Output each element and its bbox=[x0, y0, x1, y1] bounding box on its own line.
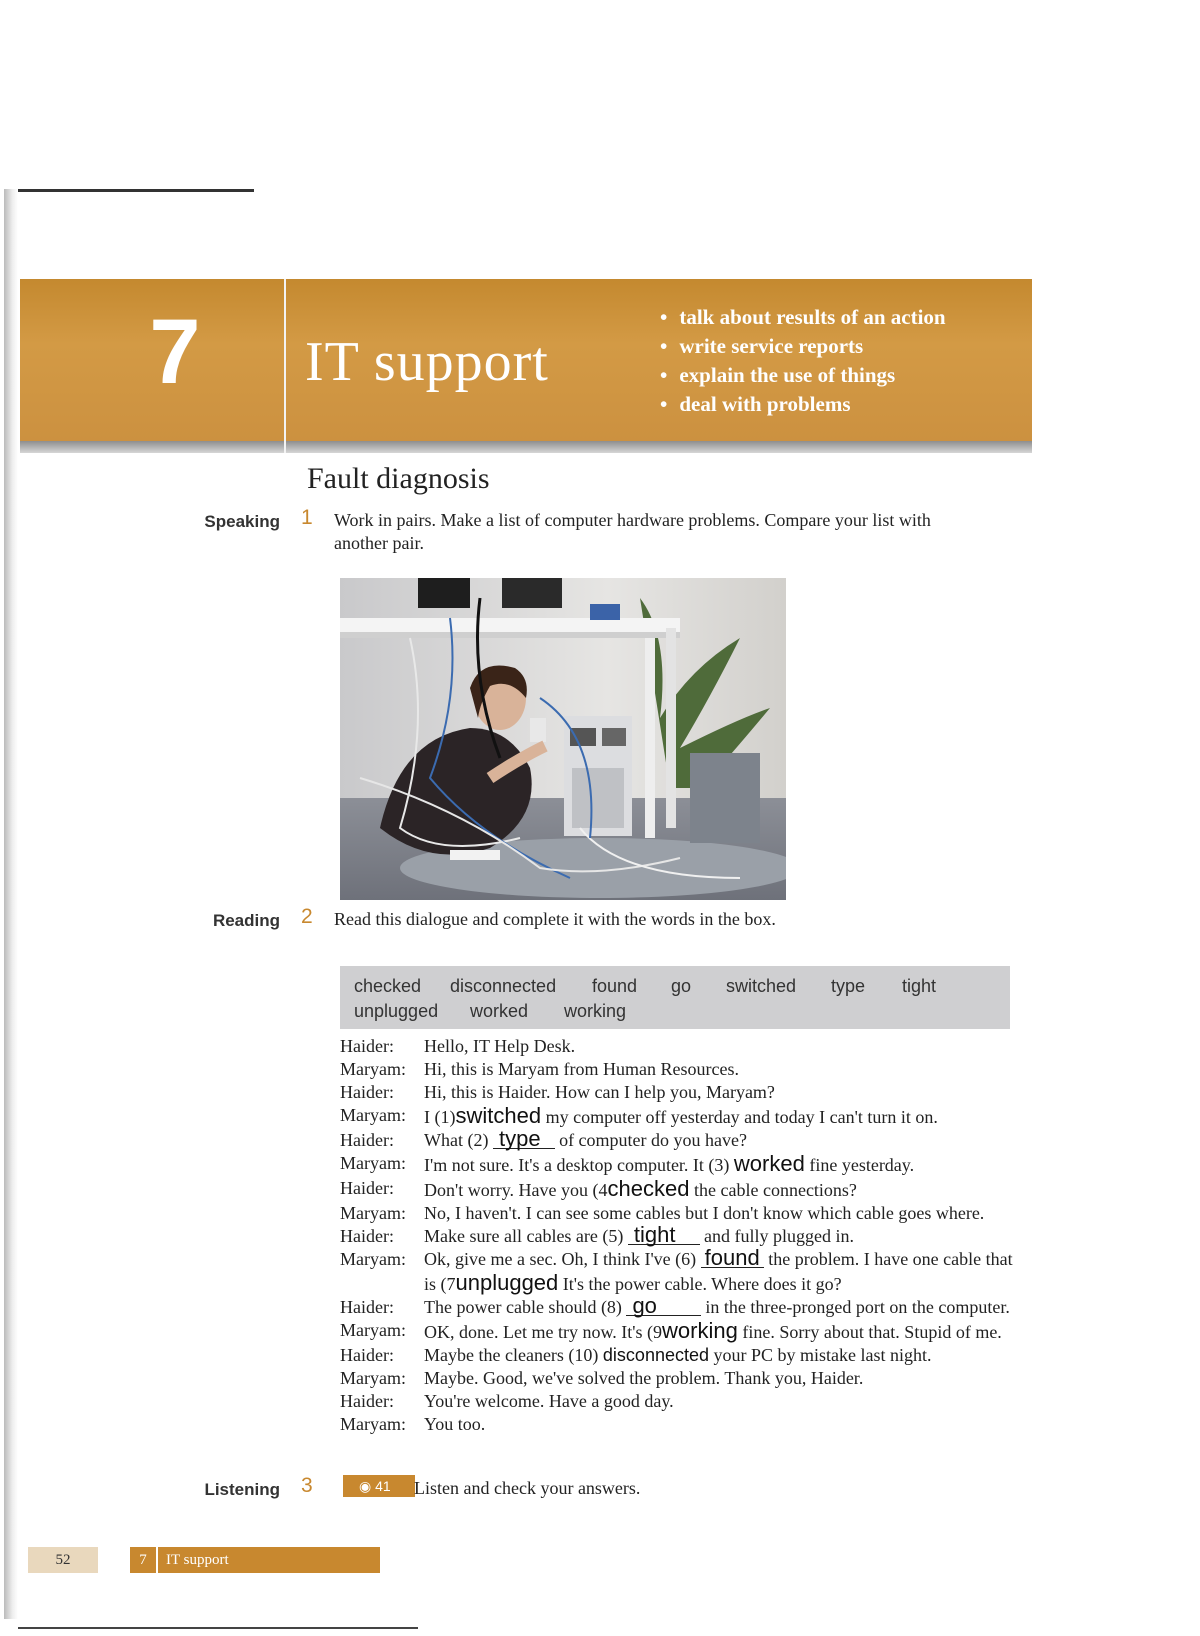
word-box-item: checked bbox=[354, 976, 422, 996]
speaker-name: Maryam: bbox=[340, 1059, 406, 1079]
dialogue-text: fine. Sorry about that. Stupid of me. bbox=[737, 1322, 1002, 1342]
speaker-name: Haider: bbox=[340, 1130, 394, 1150]
dialogue-text: Maybe. Good, we've solved the problem. Thank you, Haider. bbox=[424, 1368, 864, 1388]
section-title: Fault diagnosis bbox=[307, 462, 490, 495]
dialogue-text: your PC by mistake last night. bbox=[709, 1345, 932, 1365]
dialogue-line bbox=[340, 1126, 1020, 1152]
dialogue-line bbox=[340, 1058, 1020, 1081]
dialogue-text: Ok, give me a sec. Oh, I think I've (6) bbox=[424, 1249, 701, 1269]
dialogue bbox=[340, 1035, 1020, 1436]
listening-label: Listening bbox=[204, 1480, 280, 1499]
dialogue-text: The power cable should (8) bbox=[424, 1297, 627, 1317]
dialogue-text: OK, done. Let me try now. It's (9 bbox=[424, 1322, 663, 1342]
speaker-name: Maryam: bbox=[340, 1414, 406, 1434]
word-box-item: disconnected bbox=[450, 976, 557, 996]
answer-9[interactable]: working bbox=[662, 1318, 738, 1343]
dialogue-text: Hi, this is Maryam from Human Resources. bbox=[424, 1059, 739, 1079]
answer-4[interactable]: checked bbox=[607, 1176, 690, 1201]
dialogue-line bbox=[340, 1367, 1020, 1390]
dialogue-text: fine yesterday. bbox=[804, 1155, 915, 1175]
unit-title: IT support bbox=[305, 331, 549, 393]
word-box-item: working bbox=[564, 1001, 627, 1021]
speaker-name: Maryam: bbox=[340, 1203, 406, 1223]
audio-track-badge[interactable] bbox=[343, 1475, 415, 1497]
dialogue-text: Maybe the cleaners (10) bbox=[424, 1345, 603, 1365]
speaker-name: Maryam: bbox=[340, 1153, 406, 1173]
banner-divider bbox=[284, 279, 286, 453]
dialogue-line bbox=[340, 1081, 1020, 1104]
speaker-name: Haider: bbox=[340, 1178, 394, 1198]
dialogue-text: No, I haven't. I can see some cables but I don't know which cable goes where. bbox=[424, 1203, 985, 1223]
dialogue-line bbox=[340, 1104, 1020, 1129]
speaking-label: Speaking bbox=[204, 512, 280, 531]
dialogue-text: my computer off yesterday and today I can't turn it on. bbox=[541, 1107, 938, 1127]
dialogue-text: the cable connections? bbox=[689, 1180, 857, 1200]
answer-10[interactable]: disconnected bbox=[602, 1345, 709, 1365]
footer-unit-number: 7 bbox=[130, 1547, 158, 1573]
dialogue-text: It's the power cable. Where does it go? bbox=[558, 1274, 842, 1294]
objective-item: • deal with problems bbox=[660, 390, 946, 419]
exercise-number: 2 bbox=[301, 905, 313, 928]
exercise-number: 3 bbox=[301, 1474, 313, 1497]
footer-unit-name: IT support bbox=[166, 1552, 229, 1568]
word-box-item: found bbox=[592, 976, 638, 996]
cd-icon: ◉ bbox=[359, 1478, 372, 1494]
unit-objectives bbox=[660, 303, 946, 419]
dialogue-text: Hello, IT Help Desk. bbox=[424, 1036, 576, 1056]
dialogue-text: of computer do you have? bbox=[554, 1130, 747, 1150]
track-number: 41 bbox=[375, 1478, 391, 1494]
photo-woman-under-desk bbox=[340, 578, 786, 900]
speaker-name: Maryam: bbox=[340, 1249, 406, 1269]
dialogue-text: Hi, this is Haider. How can I help you, Maryam? bbox=[424, 1082, 775, 1102]
dialogue-text: Make sure all cables are (5) bbox=[424, 1226, 628, 1246]
speaker-name: Haider: bbox=[340, 1391, 394, 1411]
answer-2[interactable]: type bbox=[493, 1129, 555, 1149]
dialogue-text: I (1) bbox=[424, 1107, 456, 1127]
unit-number: 7 bbox=[149, 301, 201, 403]
book-spine-shadow bbox=[4, 189, 18, 1619]
banner-rule bbox=[20, 441, 1032, 453]
reading-label: Reading bbox=[212, 911, 280, 930]
answer-6[interactable]: found bbox=[701, 1248, 764, 1268]
dialogue-text: and fully plugged in. bbox=[699, 1226, 854, 1246]
speaking-instruction: Work in pairs. Make a list of computer hardware problems. Compare your list with another pair. bbox=[334, 510, 931, 553]
dialogue-line bbox=[340, 1222, 1020, 1248]
dialogue-line bbox=[340, 1202, 1020, 1225]
objective-item: • talk about results of an action bbox=[660, 303, 946, 332]
speaker-name: Haider: bbox=[340, 1036, 394, 1056]
speaker-name: Maryam: bbox=[340, 1368, 406, 1388]
dialogue-text: Don't worry. Have you (4 bbox=[424, 1180, 608, 1200]
footer-unit-bar bbox=[130, 1547, 380, 1573]
exercise-number: 1 bbox=[301, 506, 313, 529]
speaker-name: Maryam: bbox=[340, 1105, 406, 1125]
speaker-name: Haider: bbox=[340, 1226, 394, 1246]
answer-8[interactable]: go bbox=[626, 1296, 700, 1316]
dialogue-line bbox=[340, 1390, 1020, 1413]
dialogue-text: You too. bbox=[424, 1414, 486, 1434]
dialogue-text: You're welcome. Have a good day. bbox=[424, 1391, 674, 1411]
answer-3[interactable]: worked bbox=[733, 1151, 805, 1176]
word-box-item: type bbox=[831, 976, 866, 996]
word-box-item: tight bbox=[902, 976, 937, 996]
speaker-name: Haider: bbox=[340, 1082, 394, 1102]
word-box-item: unplugged bbox=[354, 1001, 439, 1021]
dialogue-line bbox=[340, 1319, 1020, 1344]
dialogue-line bbox=[340, 1245, 1020, 1296]
word-box bbox=[340, 966, 1010, 1029]
dialogue-line bbox=[340, 1293, 1020, 1319]
reading-instruction: Read this dialogue and complete it with the words in the box. bbox=[334, 909, 776, 929]
listening-instruction: Listen and check your answers. bbox=[414, 1478, 641, 1498]
dialogue-text: What (2) bbox=[424, 1130, 493, 1150]
answer-7[interactable]: unplugged bbox=[455, 1270, 559, 1295]
speaker-name: Maryam: bbox=[340, 1320, 406, 1340]
objective-item: • write service reports bbox=[660, 332, 946, 361]
dialogue-line bbox=[340, 1413, 1020, 1436]
dialogue-text: the problem. I have one cable that is (7 bbox=[424, 1249, 1013, 1294]
word-box-item: switched bbox=[726, 976, 797, 996]
dialogue-line bbox=[340, 1152, 1020, 1177]
speaker-name: Haider: bbox=[340, 1345, 394, 1365]
answer-1[interactable]: switched bbox=[455, 1103, 542, 1128]
page-edge bbox=[4, 189, 254, 192]
word-box-item: worked bbox=[470, 1001, 529, 1021]
dialogue-line bbox=[340, 1035, 1020, 1058]
speaker-name: Haider: bbox=[340, 1297, 394, 1317]
answer-5[interactable]: tight bbox=[628, 1225, 700, 1245]
dialogue-line bbox=[340, 1177, 1020, 1202]
word-box-item: go bbox=[671, 976, 692, 996]
page-number: 52 bbox=[28, 1547, 98, 1573]
dialogue-line bbox=[340, 1344, 1020, 1367]
page-edge bbox=[18, 1627, 418, 1629]
dialogue-text: in the three-pronged port on the computer. bbox=[700, 1297, 1010, 1317]
dialogue-text: I'm not sure. It's a desktop computer. It (3) bbox=[424, 1155, 734, 1175]
objective-item: • explain the use of things bbox=[660, 361, 946, 390]
